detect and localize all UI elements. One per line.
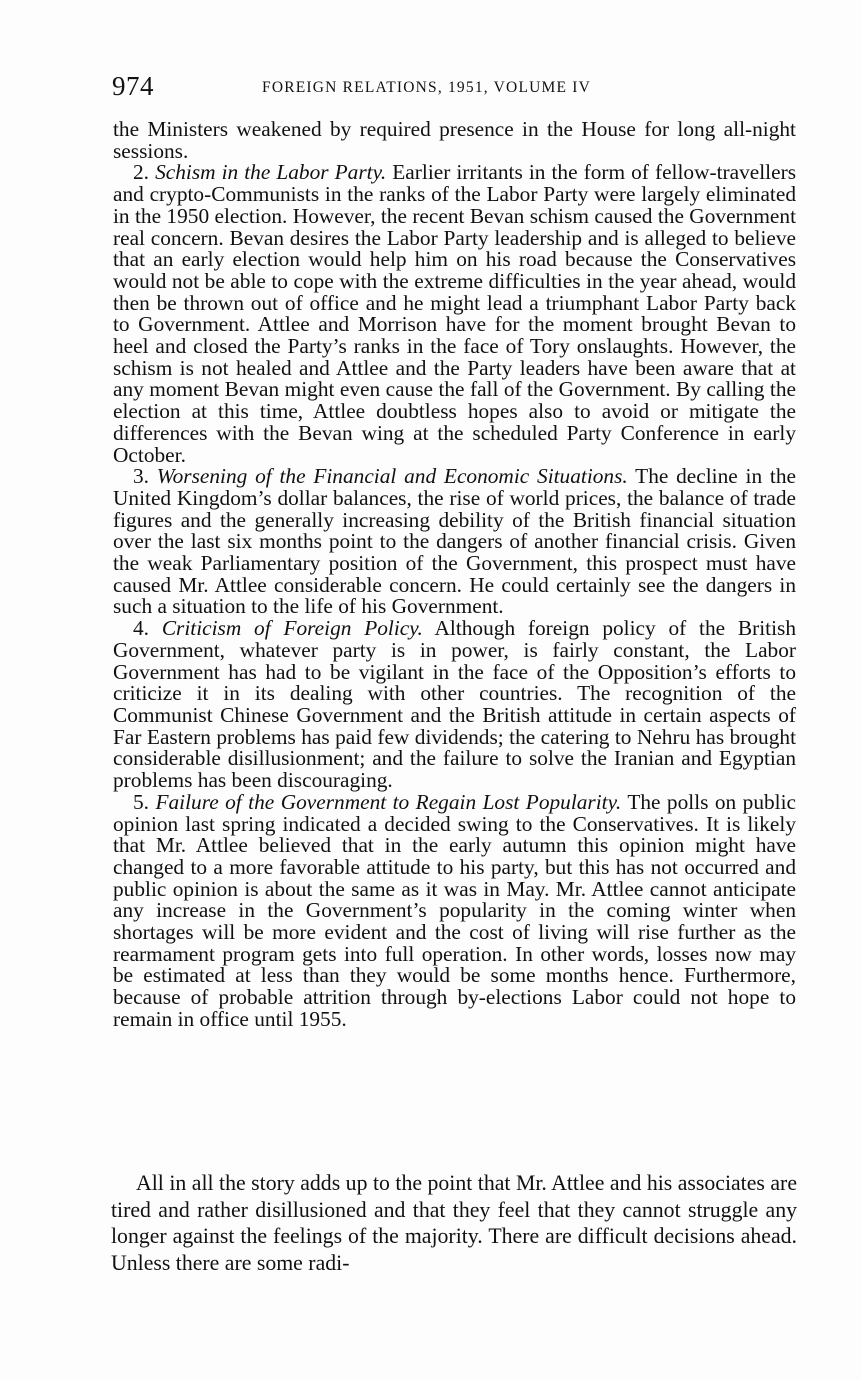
numbered-paragraph-4: [113, 618, 796, 792]
continuation-paragraph: the Ministers weakened by required presence in the House for long all-night sessions.: [113, 117, 796, 163]
numbered-paragraph-5: [113, 789, 797, 1031]
paragraph-number: 4.: [133, 616, 150, 641]
paragraph-text: Earlier irritants in the form of fellow-travellers and crypto-Communists in the ranks of the Labor Party were largely eliminated in the 1950 election. However, the recent Bevan schism caused the Government real concern. Bevan desires the Labor Party leadership and is alleged to believe that an early election would help him on his road because the Conservatives would not be able to cope with the extreme difficulties in the year ahead, would then be thrown out of office and he might lead a triumphant Labor Party back to Government. Attlee and Morrison have for the moment brought Bevan to heel and closed the Party’s ranks in the face of Tory onslaughts. However, the schism is not healed and Attlee and the Party leaders have been aware that at any moment Bevan might even cause the fall of the Government. By calling the election at this time, Attlee doubtless hopes also to avoid or mitigate the differences with the Bevan wing at the scheduled Party Conference in early October.: [113, 160, 796, 467]
paragraph-text: The polls on public opinion last spring indicated a decided swing to the Conservatives. It is likely that Mr. Attlee believed that in the early autumn this opinion might have changed to a more favorable attitude to his party, but this has not occurred and public opinion is about the same as it was in May. Mr. Attlee cannot anticipate any increase in the Government’s popularity in the coming winter when shortages will be more evident and the cost of living will rise further as the rearmament program gets into full operation. In other words, losses now may be estimated at less than they would be some months hence. Furthermore, because of probable attrition through by-elections Labor could not hope to remain in office until 1955.: [113, 789, 797, 1031]
paragraph-number: 2.: [133, 160, 150, 185]
paragraph-title: Schism in the Labor Party.: [155, 160, 387, 185]
paragraph-number: 3.: [133, 464, 150, 489]
running-head: FOREIGN RELATIONS, 1951, VOLUME IV: [262, 79, 591, 96]
page-header: [110, 68, 810, 108]
paragraph-title: Failure of the Government to Regain Lost Popularity.: [155, 789, 622, 814]
page-number: 974: [112, 71, 154, 101]
paragraph-number: 5.: [133, 789, 150, 814]
paragraph-title: Criticism of Foreign Policy.: [161, 616, 423, 641]
body-text: [113, 119, 796, 1031]
closing-paragraph: All in all the story adds up to the point that Mr. Attlee and his associates are tired and rather disillusioned and that they feel that they cannot struggle any longer against the feelings of the majority. There are difficult decisions ahead. Unless there are some radi-: [111, 1171, 797, 1275]
numbered-paragraph-3: [113, 466, 796, 618]
numbered-paragraph-2: [113, 162, 796, 466]
paragraph-title: Worsening of the Financial and Economic Situations.: [156, 464, 628, 489]
paragraph-text: The decline in the United Kingdom’s dollar balances, the rise of world prices, the balance of trade figures and the generally increasing debility of the British financial situation over the last six months point to the dangers of another financial crisis. Given the weak Parliamentary position of the Government, this prospect must have caused Mr. Attlee considerable concern. He could certainly see the dangers in such a situation to the life of his Government.: [113, 464, 796, 619]
paragraph-text: Although foreign policy of the British Government, whatever party is in power, is fairly constant, the Labor Government has had to be vigilant in the face of the Opposition’s efforts to criticize it in its dealing with other countries. The recognition of the Communist Chinese Government and the British attitude in certain aspects of Far Eastern problems has paid few dividends; the catering to Nehru has brought considerable disillusionment; and the failure to solve the Iranian and Egyptian problems has been discouraging.: [113, 616, 796, 793]
